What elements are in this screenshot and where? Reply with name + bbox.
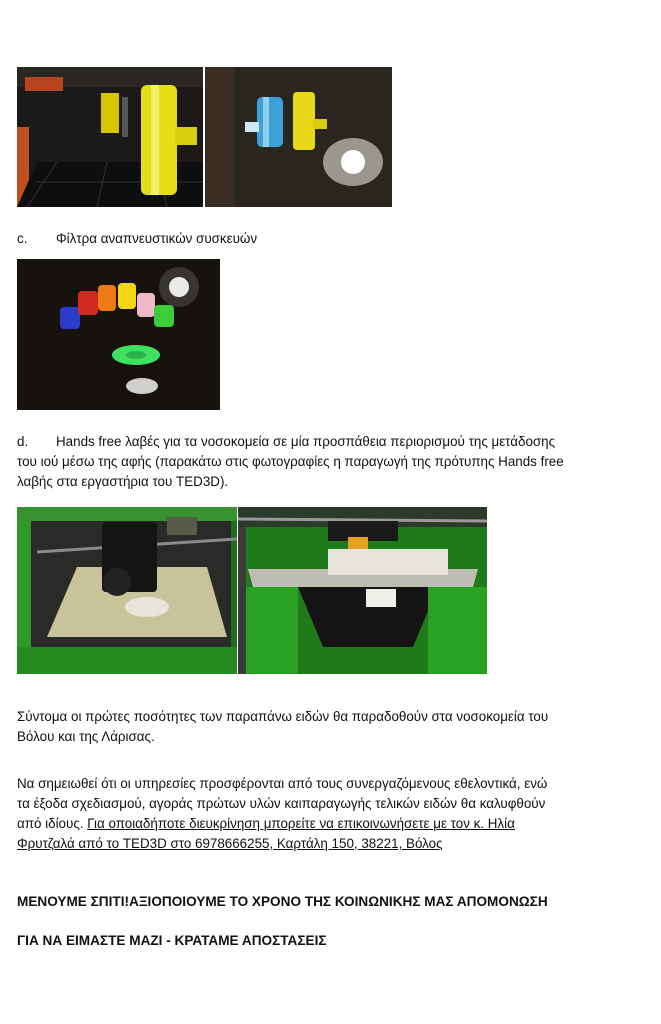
photo-blue-yellow-parts (205, 67, 392, 207)
section-d-marker: d. (17, 434, 29, 449)
volunteer-paragraph-line-1: Να σημειωθεί ότι οι υπηρεσίες προσφέρονται από τους συνεργαζόμενους εθελοντικά, ενώ (17, 776, 548, 791)
section-c-heading: Φίλτρα αναπνευστικών συσκευών (56, 231, 258, 246)
slogan-stay-home: ΜΕΝΟΥΜΕ ΣΠΙΤΙ!ΑΞΙΟΠΟΙΟΥΜΕ ΤΟ ΧΡΟΝΟ ΤΗΣ ΚΟΙΝΩΝΙΚΗΣ ΜΑΣ ΑΠΟΜΟΝΩΣΗ (17, 894, 548, 909)
slogan-keep-distance: ΓΙΑ ΝΑ ΕΙΜΑΣΤΕ ΜΑΖΙ - ΚΡΑΤΑΜΕ ΑΠΟΣΤΑΣΕΙΣ (17, 933, 327, 948)
volunteer-paragraph-line-2: τα έξοδα σχεδιασμού, αγοράς πρώτων υλών καιπαραγωγής τελικών ειδών θα καλυφθούν (17, 796, 546, 811)
delivery-paragraph-line-1: Σύντομα οι πρώτες ποσότητες των παραπάνω ειδών θα παραδοθούν στα νοσοκομεία του (17, 709, 549, 724)
volunteer-paragraph-line-3a: από ιδίους. (17, 816, 88, 831)
contact-info-link-1[interactable]: Για οποιαδήποτε διευκρίνηση μπορείτε να επικοινωνήσετε με τον κ. Ηλία (87, 816, 515, 831)
section-d-line-2: του ιού μέσω της αφής (παρακάτω στις φωτογραφίες η παραγωγή της πρότυπης Hands free (17, 454, 564, 469)
section-c-marker: c. (17, 231, 28, 246)
photo-printer-yellow-part (17, 67, 203, 207)
volunteer-paragraph-line-3 (17, 814, 515, 833)
section-d-line-3: λαβής στα εργαστήρια του TED3D). (17, 474, 229, 489)
section-d-line-1: Hands free λαβές για τα νοσοκομεία σε μία προσπάθεια περιορισμού της μετάδοσης (56, 434, 556, 449)
photo-printer-handle-production-2 (238, 507, 487, 674)
contact-info-link-2[interactable]: Φρυτζαλά από το TED3D στο 6978666255, Καρτάλη 150, 38221, Βόλος (17, 836, 443, 851)
photo-respiratory-filters (17, 259, 220, 410)
delivery-paragraph-line-2: Βόλου και της Λάρισας. (17, 729, 155, 744)
photo-printer-handle-production-1 (17, 507, 237, 674)
